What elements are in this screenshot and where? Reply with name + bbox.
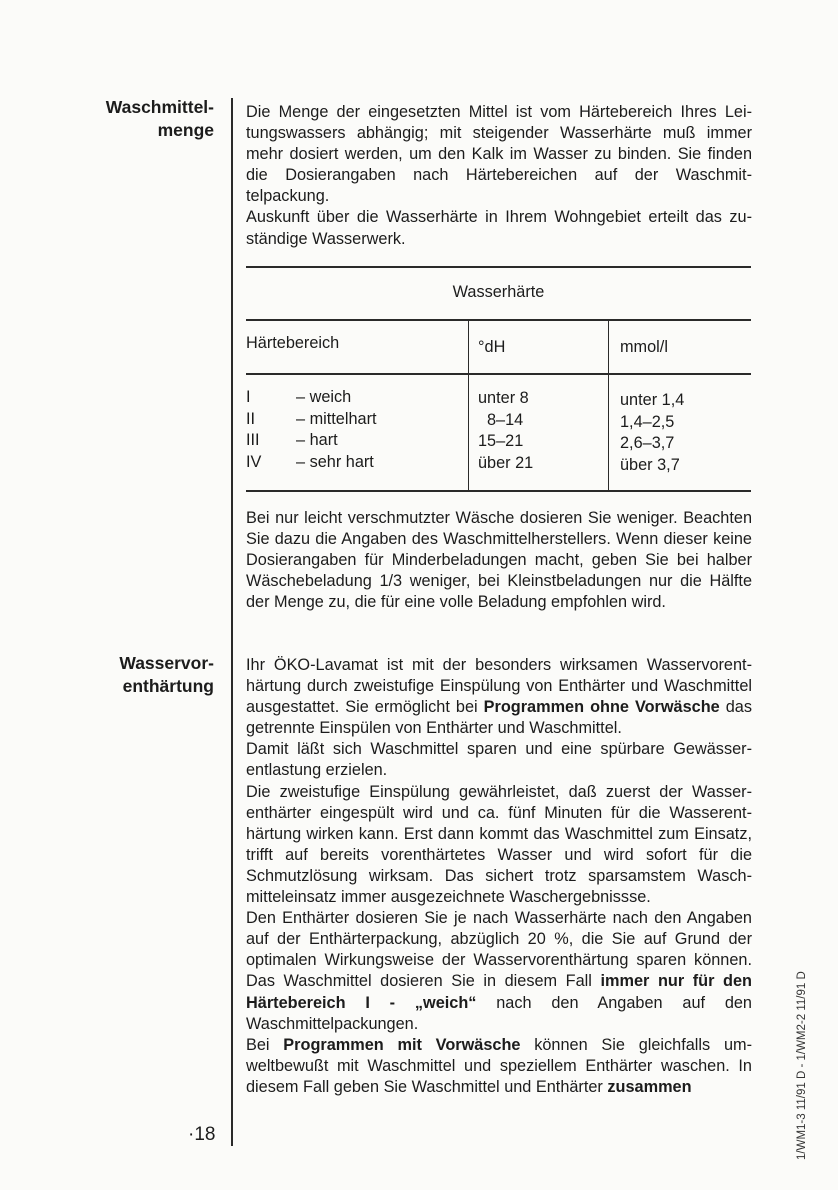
table-cell: 15–21	[478, 432, 524, 450]
section1-body	[246, 102, 752, 250]
paragraph: Den Enthärter dosieren Sie je nach Wasserhärte nach den Angaben auf der Enthärterpackung, abzüglich 20 %, die Sie auf Grund der optimalen Wirkungsweise der Wasservorenthärtung sparen können. Das Waschmittel dosieren Sie in diesem Fall immer nur für den Härtebereich I - „weich“ nach den Angaben auf den Waschmittelpackungen.	[246, 909, 752, 1033]
paragraph: Die zweistufige Einspülung gewährleistet, daß zuerst der Wasserenthärter eingespült wird und ca. fünf Minuten für die Wasserenthärtung wirken kann. Erst dann kommt das Waschmittel zum Einsatz, trifft auf bereits vorenthärtetes Wasser und wird sofort für die Schmutzlösung wirksam. Das sichert trotz sparsamstem Waschmitteleinsatz immer ausgezeichnete Waschergebnissse.	[246, 782, 752, 907]
table-title: Wasserhärte	[452, 283, 545, 301]
emphasis: Programmen ohne Vorwäsche	[483, 698, 720, 717]
heading-line: Waschmittel-	[105, 97, 214, 117]
emphasis: immer nur für den Härtebereich I - „weich“	[246, 972, 752, 1012]
page-number: ·18	[188, 1124, 216, 1145]
section2-body	[246, 655, 752, 1098]
paragraph: Bei Programmen mit Vorwäsche können Sie gleichfalls umweltbewußt mit Waschmittel und speziellem Enthärter waschen. In diesem Fall geben Sie Waschmittel und Enthärter zusammen	[246, 1035, 752, 1096]
table-row: III – hart	[246, 431, 338, 449]
table-cell: über 21	[478, 453, 534, 472]
table-row: I – weich	[246, 388, 352, 406]
table-cell: 1,4–2,5	[620, 412, 675, 431]
paragraph: Ihr ÖKO-Lavamat ist mit der besonders wirksamen Wasservorenthärtung durch zweistufige Einspülung von Enthärter und Waschmittel ausgestattet. Sie ermöglicht bei Programmen ohne Vorwäsche das getrennte Einspülen von Enthärter und Waschmittel.	[246, 656, 752, 738]
table-col-divider	[608, 320, 609, 490]
heading-line: Wasservor-	[119, 653, 214, 673]
table-rule-body	[246, 373, 751, 375]
table-rule-top	[246, 266, 751, 268]
section1b-body	[246, 508, 752, 613]
paragraph: Auskunft über die Wasserhärte in Ihrem Wohngebiet erteilt das zuständige Wasserwerk.	[246, 208, 752, 248]
table-header-dh: °dH	[478, 338, 506, 356]
table-cell: 2,6–3,7	[620, 434, 675, 452]
table-cell: unter 8	[478, 389, 529, 407]
table-row: IV – sehr hart	[246, 452, 374, 471]
table-header-mmol: mmol/l	[620, 338, 668, 356]
table-rule-header	[246, 319, 751, 321]
paragraph: Bei nur leicht verschmutzter Wäsche dosieren Sie weniger. Beachten Sie dazu die Angaben des Waschmittelherstellers. Wenn dieser keine Dosierangaben für Minderbeladungen macht, geben Sie bei halber Wäschebeladung 1/3 weniger, bei Kleinstbeladungen nur die Hälfte der Menge zu, die für eine volle Beladung empfohlen wird.	[246, 509, 752, 612]
heading-line: menge	[157, 120, 214, 140]
emphasis: Programmen mit Vorwäsche	[283, 1035, 521, 1054]
table-cell: über 3,7	[620, 455, 680, 474]
table-cell: unter 1,4	[620, 391, 685, 409]
heading-wasservorenthaertung	[14, 652, 214, 698]
table-header-haertebereich: Härtebereich	[246, 334, 340, 352]
paragraph: Die Menge der eingesetzten Mittel ist vom Härtebereich Ihres Leitungswassers abhängig; mit steigender Wasserhärte muß immer mehr dosiert werden, um den Kalk im Wasser zu binden. Sie finden die Dosierangaben nach Härtebereichen auf der Waschmittelpackung.	[246, 103, 752, 206]
table-col-dh	[478, 388, 533, 474]
table-row: II – mittelhart	[246, 409, 377, 428]
table-col-divider	[468, 320, 469, 490]
table-col-mmol	[620, 390, 684, 476]
table-rule-bottom	[246, 490, 751, 492]
table-col-range	[246, 387, 377, 473]
emphasis: zusammen	[607, 1077, 692, 1096]
table-cell: 8–14	[487, 410, 524, 429]
column-divider	[231, 98, 233, 1146]
heading-line: enthärtung	[122, 676, 214, 696]
footer-code: 1/WM1-3 11/91 D - 1/WM2-2 11/91 D	[796, 971, 808, 1160]
paragraph: Damit läßt sich Waschmittel sparen und eine spürbare Gewässerentlastung erzielen.	[246, 740, 752, 780]
hardness-table	[246, 266, 751, 491]
heading-waschmittelmenge	[14, 96, 214, 142]
